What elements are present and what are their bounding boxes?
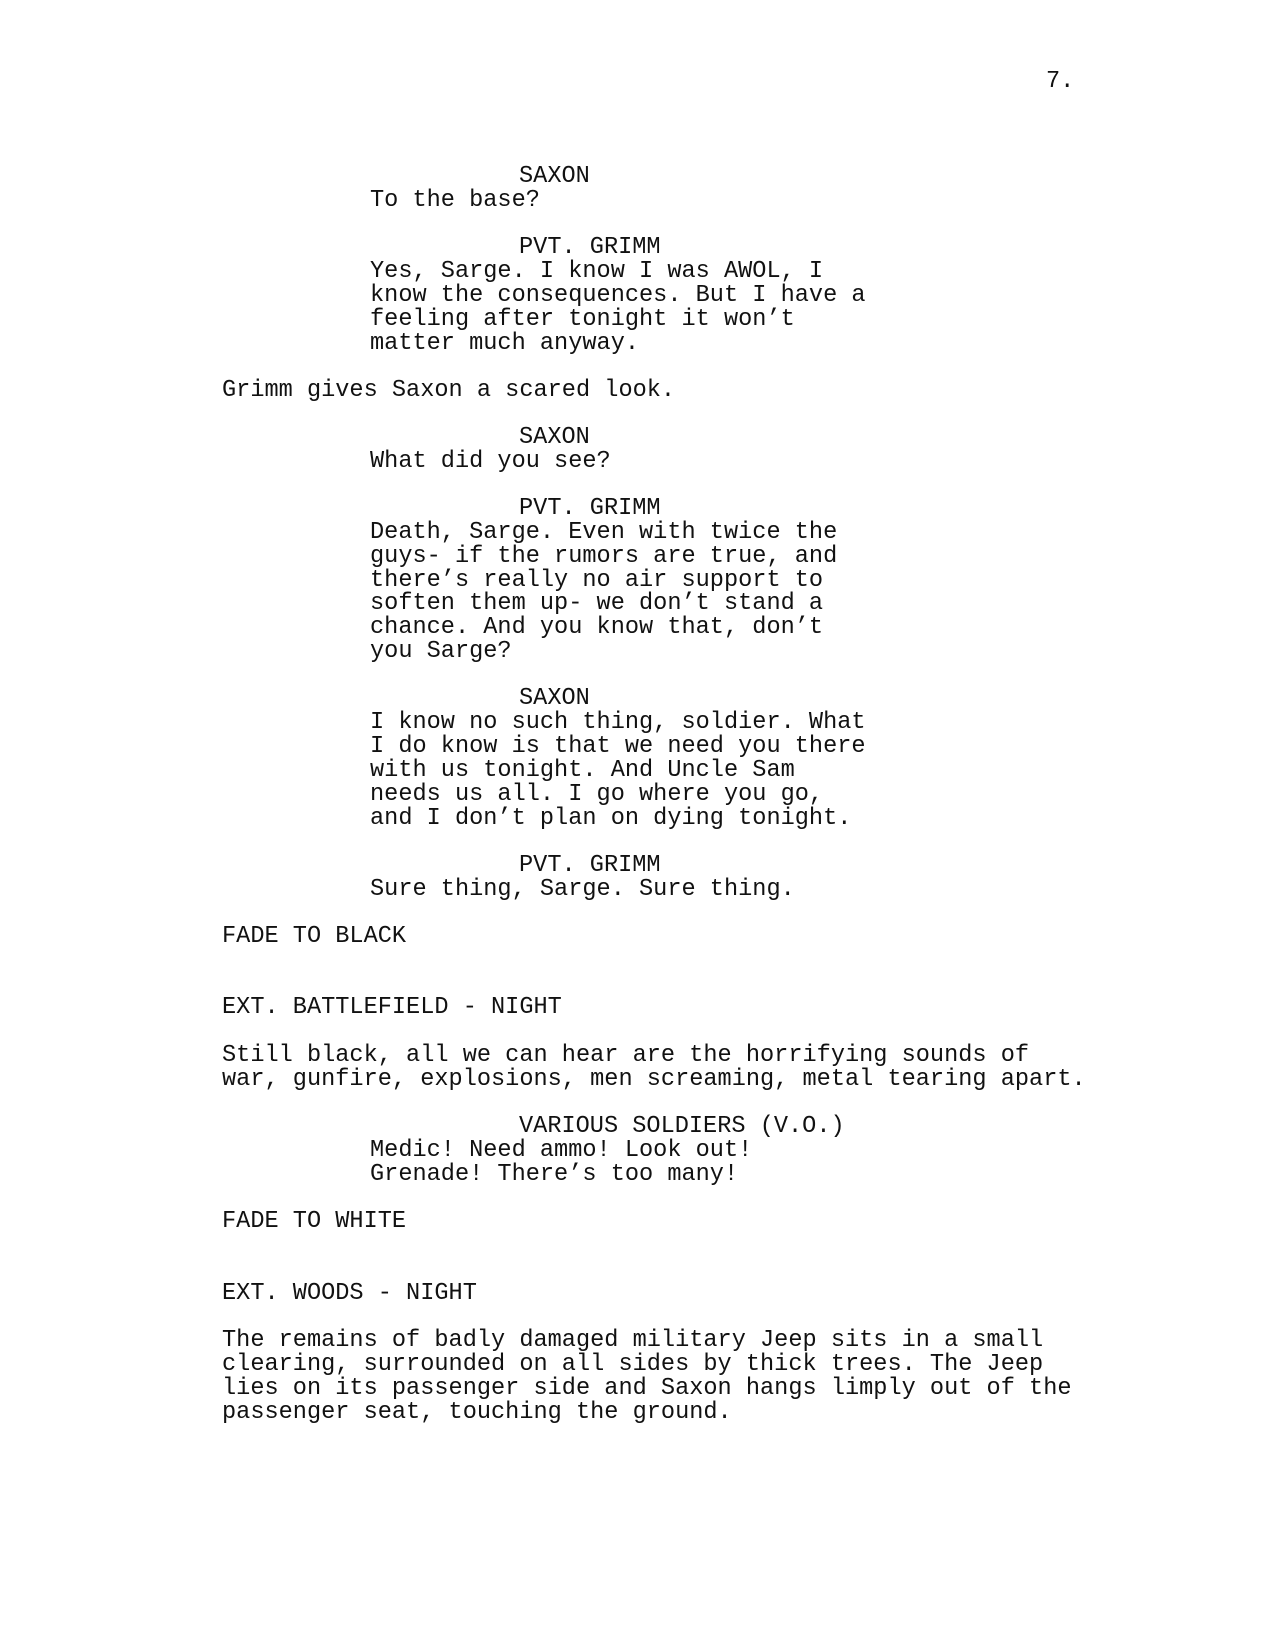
scene-heading: EXT. BATTLEFIELD - NIGHT bbox=[222, 994, 562, 1021]
dialogue-line: soften them up- we don’t stand a bbox=[370, 590, 824, 617]
dialogue-line: I know no such thing, soldier. What bbox=[370, 709, 866, 736]
dialogue-line: What did you see? bbox=[370, 448, 611, 475]
dialogue-line: feeling after tonight it won’t bbox=[370, 306, 795, 333]
action-line: passenger seat, touching the ground. bbox=[222, 1399, 732, 1426]
dialogue-line: I do know is that we need you there bbox=[370, 733, 866, 760]
dialogue-line: Medic! Need ammo! Look out! bbox=[370, 1137, 753, 1164]
action-line: The remains of badly damaged military Jeep sits in a small bbox=[222, 1327, 1044, 1354]
character-cue: SAXON bbox=[519, 163, 590, 190]
character-cue: PVT. GRIMM bbox=[519, 852, 661, 879]
dialogue-line: with us tonight. And Uncle Sam bbox=[370, 757, 795, 784]
character-cue: PVT. GRIMM bbox=[519, 495, 661, 522]
dialogue-line: Sure thing, Sarge. Sure thing. bbox=[370, 876, 795, 903]
character-cue: VARIOUS SOLDIERS (V.O.) bbox=[519, 1113, 845, 1140]
dialogue-line: To the base? bbox=[370, 187, 540, 214]
transition: FADE TO BLACK bbox=[222, 923, 407, 950]
action-line: lies on its passenger side and Saxon hangs limply out of the bbox=[222, 1375, 1072, 1402]
dialogue-line: you Sarge? bbox=[370, 638, 512, 665]
dialogue-line: matter much anyway. bbox=[370, 330, 640, 357]
dialogue-line: Death, Sarge. Even with twice the bbox=[370, 519, 838, 546]
dialogue-line: and I don’t plan on dying tonight. bbox=[370, 805, 852, 832]
transition: FADE TO WHITE bbox=[222, 1208, 407, 1235]
character-cue: SAXON bbox=[519, 424, 590, 451]
action-line: Still black, all we can hear are the horrifying sounds of bbox=[222, 1042, 1030, 1069]
dialogue-line: Yes, Sarge. I know I was AWOL, I bbox=[370, 258, 824, 285]
dialogue-line: there’s really no air support to bbox=[370, 567, 824, 594]
dialogue-line: chance. And you know that, don’t bbox=[370, 614, 824, 641]
action-line: clearing, surrounded on all sides by thick trees. The Jeep bbox=[222, 1351, 1044, 1378]
dialogue-line: needs us all. I go where you go, bbox=[370, 781, 824, 808]
action-line: war, gunfire, explosions, men screaming, metal tearing apart. bbox=[222, 1066, 1086, 1093]
page-number: 7. bbox=[1046, 68, 1075, 95]
scene-heading: EXT. WOODS - NIGHT bbox=[222, 1280, 477, 1307]
action-line: Grimm gives Saxon a scared look. bbox=[222, 377, 676, 404]
dialogue-line: Grenade! There’s too many! bbox=[370, 1161, 739, 1188]
dialogue-line: know the consequences. But I have a bbox=[370, 282, 866, 309]
dialogue-line: guys- if the rumors are true, and bbox=[370, 543, 838, 570]
character-cue: PVT. GRIMM bbox=[519, 234, 661, 261]
character-cue: SAXON bbox=[519, 685, 590, 712]
